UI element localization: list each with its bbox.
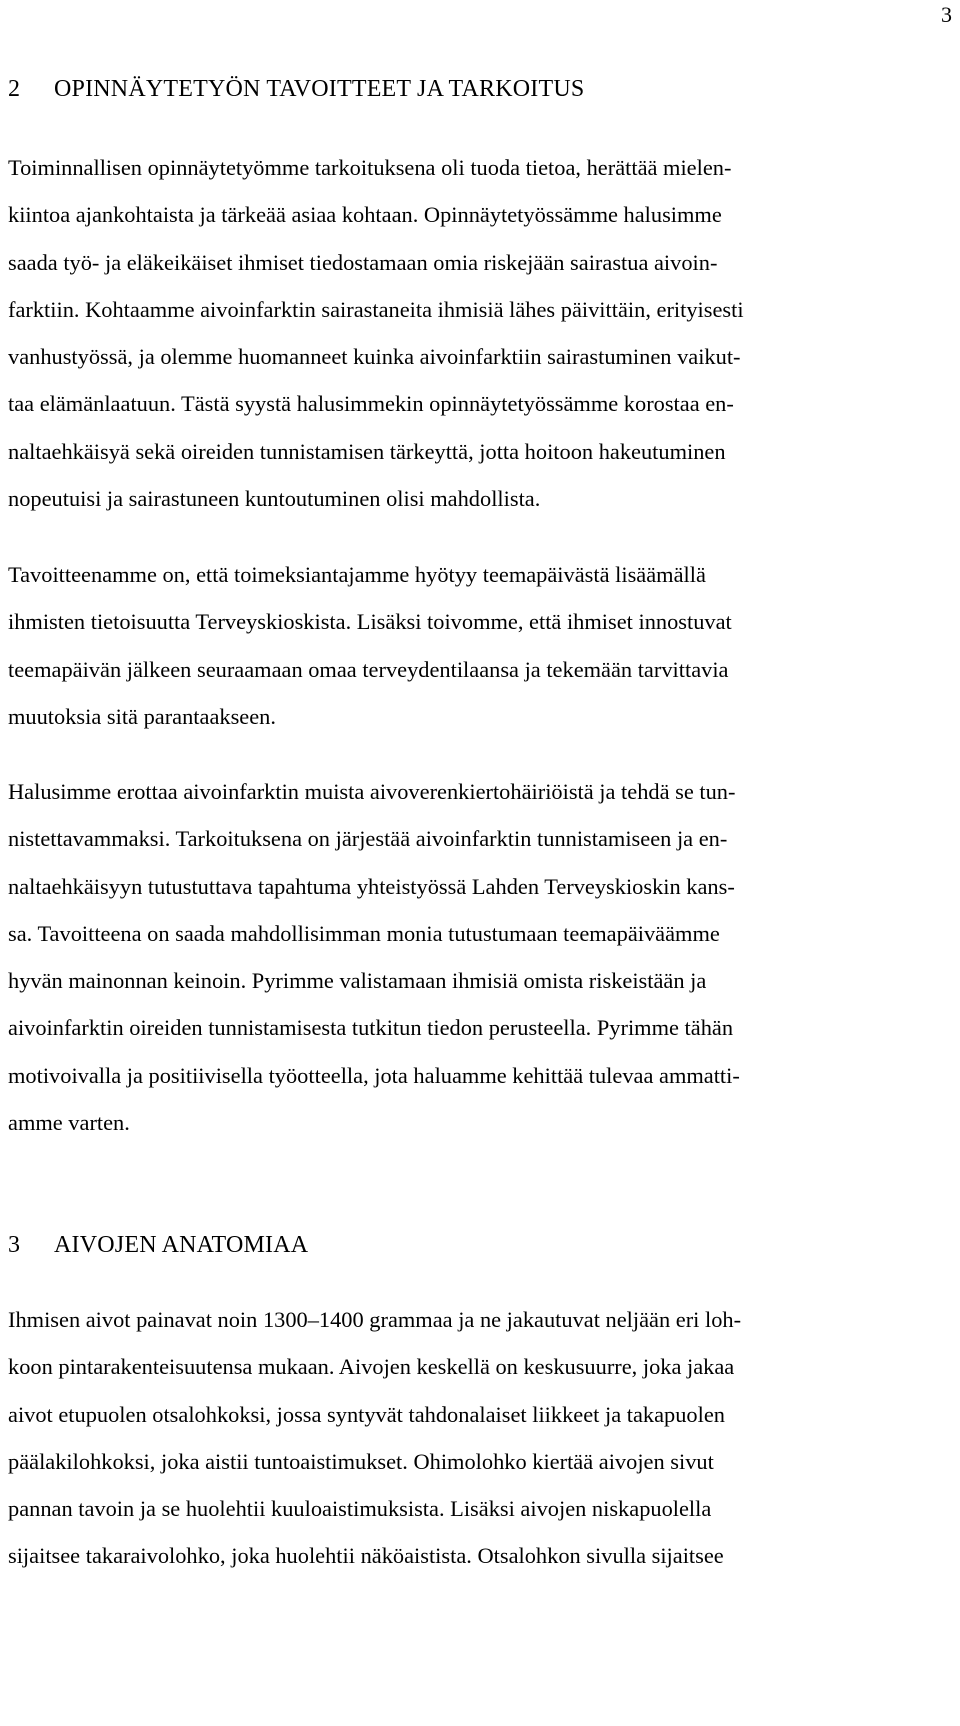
text-line: motivoivalla ja positiivisella työotteella, jota haluamme kehittää tulevaa ammatti- [8, 1062, 740, 1088]
text-line: aivoinfarktin oireiden tunnistamisesta tutkitun tiedon perusteella. Pyrimme tähän [8, 1015, 734, 1041]
text-line: sa. Tavoitteena on saada mahdollisimman monia tutustumaan teemapäiväämme [8, 920, 720, 946]
page-number: 3 [941, 2, 952, 27]
text-line: saada työ- ja eläkeikäiset ihmiset tiedostamaan omia riskejään sairastua aivoin- [8, 249, 718, 275]
paragraph [8, 144, 944, 522]
text-line: naltaehkäisyä sekä oireiden tunnistamisen tärkeyttä, jotta hoitoon hakeutuminen [8, 438, 726, 464]
text-line: ihmisten tietoisuutta Terveyskioskista. Lisäksi toivomme, että ihmiset innostuvat [8, 609, 732, 635]
section-title: OPINNÄYTETYÖN TAVOITTEET JA TARKOITUS [54, 76, 585, 102]
text-line: taa elämänlaatuun. Tästä syystä halusimmekin opinnäytetyössämme korostaa en- [8, 391, 734, 417]
text-line: vanhustyössä, ja olemme huomanneet kuinka aivoinfarktiin sairastuminen vaikut- [8, 344, 741, 370]
text-line: farktiin. Kohtaamme aivoinfarktin sairastaneita ihmisiä lähes päivittäin, erityisesti [8, 296, 744, 322]
text-line: aivot etupuolen otsalohkoksi, jossa syntyvät tahdonalaiset liikkeet ja takapuolen [8, 1401, 725, 1427]
text-line: muutoksia sitä parantaakseen. [8, 703, 276, 729]
section-number: 2 [8, 76, 21, 102]
text-line: kiintoa ajankohtaista ja tärkeää asiaa kohtaan. Opinnäytetyössämme halusimme [8, 202, 722, 228]
text-line: pannan tavoin ja se huolehtii kuuloaistimuksista. Lisäksi aivojen niskapuolella [8, 1496, 712, 1522]
text-line: nistettavammaksi. Tarkoituksena on järjestää aivoinfarktin tunnistamiseen ja en- [8, 826, 728, 852]
section-title: AIVOJEN ANATOMIAA [54, 1232, 309, 1258]
text-line: teemapäivän jälkeen seuraamaan omaa terveydentilaansa ja tekemään tarvittavia [8, 656, 729, 682]
section-heading [8, 1233, 308, 1257]
text-line: päälakilohkoksi, joka aistii tuntoaistimukset. Ohimolohko kiertää aivojen sivut [8, 1448, 714, 1474]
text-line: Tavoitteenamme on, että toimeksiantajamme hyötyy teemapäivästä lisäämällä [8, 562, 706, 587]
text-line: sijaitsee takaraivolohko, joka huolehtii näköaistista. Otsalohkon sivulla sijaitsee [8, 1543, 724, 1569]
text-line: naltaehkäisyyn tutustuttava tapahtuma yhteistyössä Lahden Terveyskioskin kans- [8, 873, 735, 899]
text-line: hyvän mainonnan keinoin. Pyrimme valistamaan ihmisiä omista riskeistään ja [8, 968, 707, 994]
paragraph [8, 1296, 944, 1580]
text-line: Halusimme erottaa aivoinfarktin muista aivoverenkiertohäiriöistä ja tehdä se tun- [8, 779, 736, 804]
paragraph [8, 551, 944, 740]
text-line: Toiminnallisen opinnäytetyömme tarkoituksena oli tuoda tietoa, herättää mielen- [8, 155, 732, 180]
text-line: nopeutuisi ja sairastuneen kuntoutuminen olisi mahdollista. [8, 486, 541, 512]
text-line: amme varten. [8, 1110, 130, 1136]
text-line: koon pintarakenteisuutensa mukaan. Aivojen keskellä on keskusuurre, joka jakaa [8, 1354, 735, 1380]
text-line: Ihmisen aivot painavat noin 1300–1400 grammaa ja ne jakautuvat neljään eri loh- [8, 1307, 742, 1332]
section-heading [8, 77, 584, 101]
section-number: 3 [8, 1232, 21, 1258]
paragraph [8, 768, 944, 1146]
